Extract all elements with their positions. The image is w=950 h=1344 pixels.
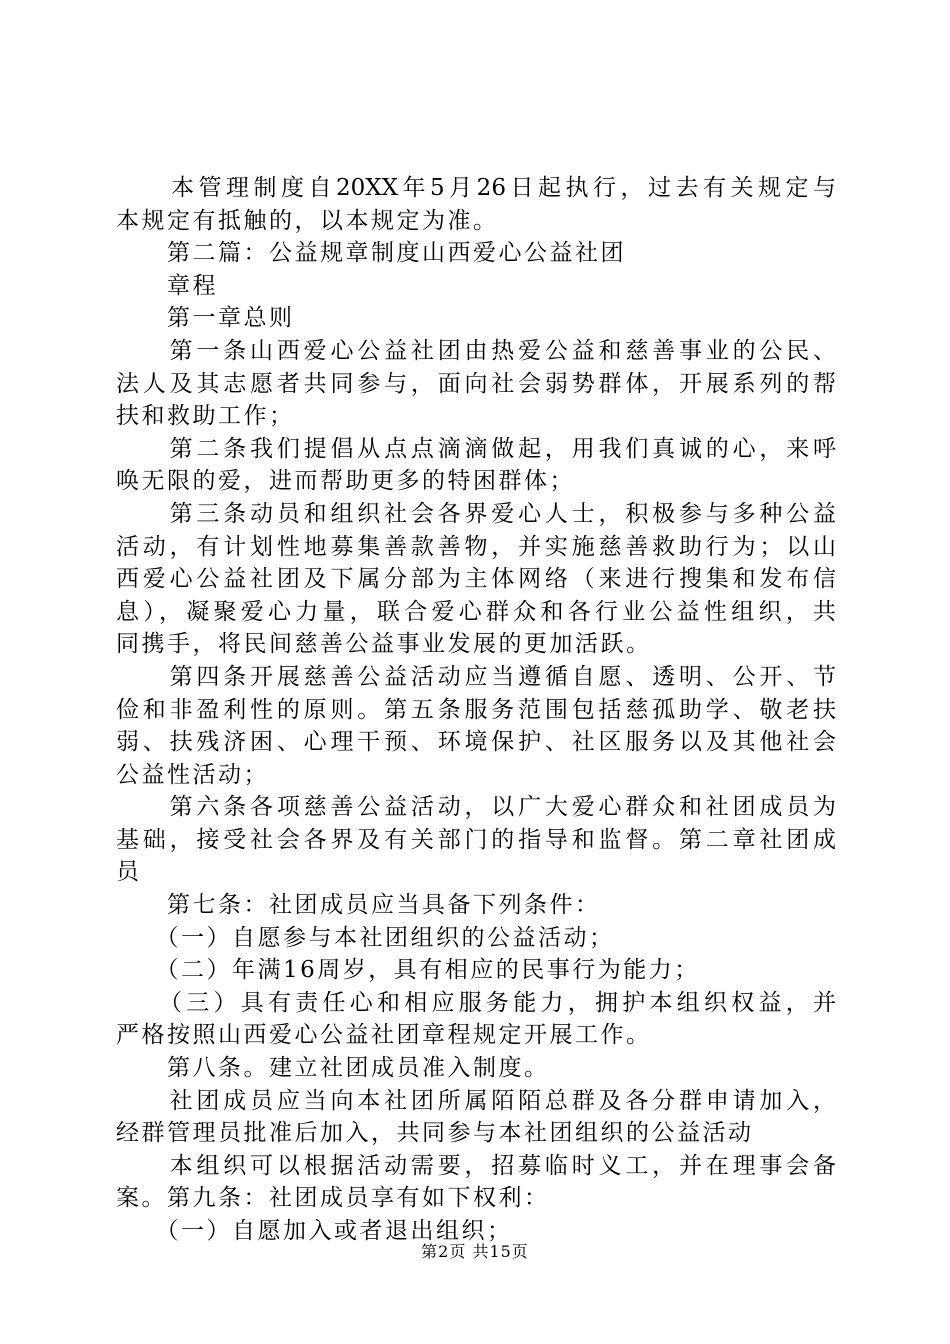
document-line: （三）具有责任心和相应服务能力，拥护本组织权益，并: [116, 989, 836, 1016]
document-line: 唤无限的爱，进而帮助更多的特困群体；: [116, 468, 575, 495]
document-line: 第八条。建立社团成员准入制度。: [116, 1055, 550, 1082]
document-line: 息），凝聚爱心力量，联合爱心群众和各行业公益性组织，共: [116, 598, 836, 625]
document-line: 法人及其志愿者共同参与，面向社会弱势群体，开展系列的帮: [116, 370, 836, 397]
document-line: 基础，接受社会各界及有关部门的指导和监督。第二章社团成: [116, 826, 836, 853]
document-line: 章程: [116, 272, 218, 299]
document-line: 扶和救助工作；: [116, 403, 295, 430]
document-line: 俭和非盈利性的原则。第五条服务范围包括慈孤助学、敬老扶: [116, 696, 836, 723]
document-line: 同携手，将民间慈善公益事业发展的更加活跃。: [116, 631, 652, 658]
document-line: 严格按照山西爱心公益社团章程规定开展工作。: [116, 1022, 652, 1049]
document-line: 第二篇：公益规章制度山西爱心公益社团: [116, 240, 626, 267]
document-line: 第一章总则: [116, 305, 295, 332]
document-line: 弱、扶残济困、心理干预、环境保护、社区服务以及其他社会: [116, 729, 836, 756]
document-line: （一）自愿参与本社团组织的公益活动；: [116, 924, 615, 951]
document-line: 第三条动员和组织社会各界爱心人士，积极参与多种公益: [116, 500, 836, 527]
page-number-footer: 第2页 共15页: [421, 1242, 529, 1261]
document-line: 第四条开展慈善公益活动应当遵循自愿、透明、公开、节: [116, 663, 836, 690]
document-line: 第六条各项慈善公益活动，以广大爱心群众和社团成员为: [116, 794, 836, 821]
document-line: 经群管理员批准后加入，共同参与本社团组织的公益活动: [116, 1120, 754, 1147]
document-line: （一）自愿加入或者退出组织；: [116, 1218, 513, 1244]
document-line: （二）年满16周岁，具有相应的民事行为能力；: [116, 957, 700, 984]
document-line: 社团成员应当向本社团所属陌陌总群及各分群申请加入，: [116, 1087, 836, 1114]
document-line: 本管理制度自20XX年5月26日起执行，过去有关规定与: [116, 175, 836, 201]
document-line: 员: [116, 859, 142, 886]
document-line: 第七条：社团成员应当具备下列条件：: [116, 892, 601, 919]
document-line: 第二条我们提倡从点点滴滴做起，用我们真诚的心，来呼: [116, 435, 836, 462]
document-line: 公益性活动；: [116, 761, 269, 788]
document-line: 活动，有计划性地募集善款善物，并实施慈善救助行为；以山: [116, 533, 836, 560]
document-line: 案。第九条：社团成员享有如下权利：: [116, 1185, 550, 1212]
document-body: [116, 172, 836, 1248]
document-line: 西爱心公益社团及下属分部为主体网络（来进行搜集和发布信: [116, 566, 836, 593]
document-line: 本组织可以根据活动需要，招募临时义工，并在理事会备: [116, 1152, 836, 1179]
document-line: 本规定有抵触的，以本规定为准。: [116, 207, 499, 234]
document-line: 第一条山西爱心公益社团由热爱公益和慈善事业的公民、: [116, 337, 836, 364]
